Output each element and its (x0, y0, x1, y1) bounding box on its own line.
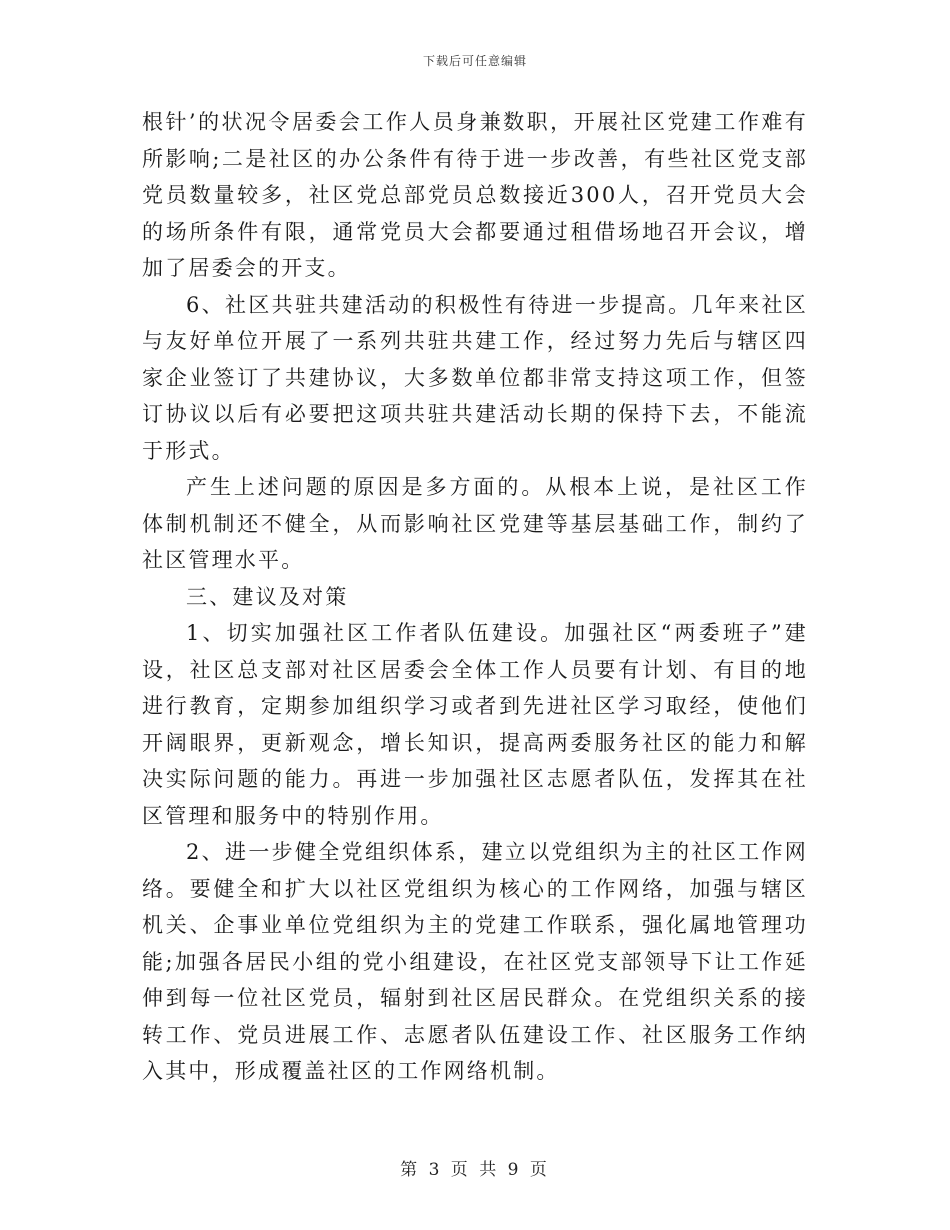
document-body (142, 104, 808, 1090)
paragraph-suggestion-2: 2、进一步健全党组织体系，建立以党组织为主的社区工作网络。要健全和扩大以社区党组织为核心的工作网络，加强与辖区机关、企事业单位党组织为主的党建工作联系，强化属地管理功能;加强各居民小组的党小组建设，在社区党支部领导下让工作延伸到每一位社区党员，辐射到社区居民群众。在党组织关系的接转工作、党员进展工作、志愿者队伍建设工作、社区服务工作纳入其中，形成覆盖社区的工作网络机制。 (142, 840, 808, 1083)
paragraph-cause-analysis: 产生上述问题的原因是多方面的。从根本上说，是社区工作体制机制还不健全，从而影响社区党建等基层基础工作，制约了社区管理水平。 (142, 475, 808, 572)
paragraph-item-6: 6、社区共驻共建活动的积极性有待进一步提高。几年来社区与友好单位开展了一系列共驻共建工作，经过努力先后与辖区四家企业签订了共建协议，大多数单位都非常支持这项工作，但签订协议以后有必要把这项共驻共建活动长期的保持下去，不能流于形式。 (142, 292, 808, 463)
paragraph-suggestion-1: 1、切实加强社区工作者队伍建设。加强社区“两委班子”建设，社区总支部对社区居委会全体工作人员要有计划、有目的地进行教育，定期参加组织学习或者到先进社区学习取经，使他们开阔眼界，更新观念，增长知识，提高两委服务社区的能力和解决实际问题的能力。再进一步加强社区志愿者队伍，发挥其在社区管理和服务中的特别作用。 (142, 621, 808, 828)
paragraph-continuation: 根针’的状况令居委会工作人员身兼数职，开展社区党建工作难有所影响;二是社区的办公条件有待于进一步改善，有些社区党支部党员数量较多，社区党总部党员总数接近300人，召开党员大会的场所条件有限，通常党员大会都要通过租借场地召开会议，增加了居委会的开支。 (142, 110, 808, 280)
page-number-footer: 第 3 页 共 9 页 (400, 1160, 550, 1180)
section-heading: 三、建议及对策 (186, 584, 349, 609)
page-header: 下载后可任意编辑 (422, 54, 527, 68)
